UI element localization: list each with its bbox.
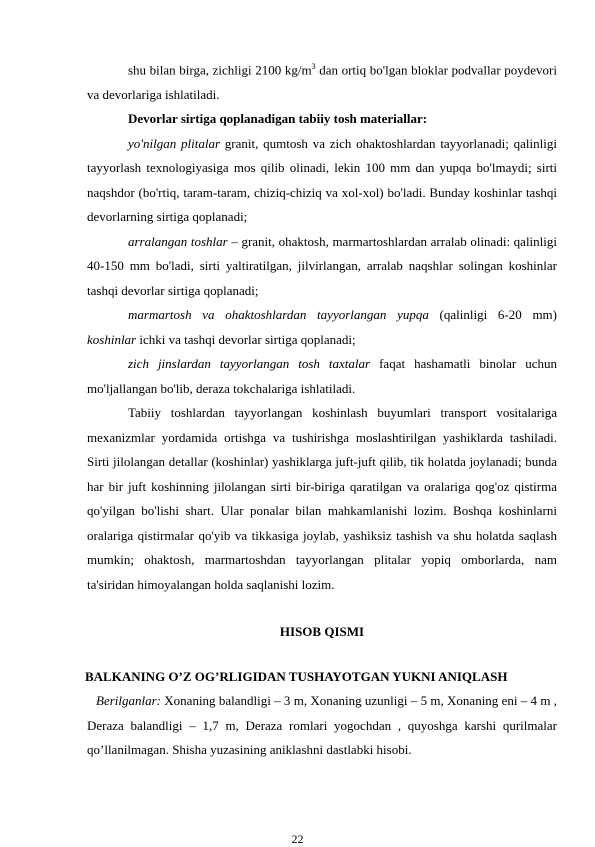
superscript: 3 <box>311 62 316 71</box>
term: Berilganlar: <box>96 693 161 709</box>
paragraph-taxtalar <box>87 352 557 401</box>
text: dan ortiq bo'lgan bloklar podvallar poydevori va devorlariga ishlatiladi. <box>87 62 557 102</box>
paragraph-arralangan <box>87 230 557 304</box>
text: – granit, ohaktosh, marmartoshlardan arralab olinadi: qalinligi 40-150 mm bo'ladi, sirti yaltiratilgan, jilvirlangan, arralab naqshlar solingan koshinlar tashqi devorlar sirtiga qoplanadi; <box>87 233 558 298</box>
text: granit, qumtosh va zich ohaktoshlardan tayyorlanadi; qalinligi tayyorlash texnologiyasiga mos qilib olinadi, lekin 100 mm dan yupqa bo'lmaydi; sirti naqshdor (bo'rtiq, taram-taram, chiziq-chiziq va xol-xol) bo'ladi. Bunday koshinlar tashqi devorlarning sirtiga qoplanadi; <box>87 135 557 225</box>
text: ichki va tashqi devorlar sirtiga qoplanadi; <box>136 331 356 347</box>
section-heading: Devorlar sirtiga qoplanadigan tabiiy tosh materiallar: <box>128 111 428 127</box>
paragraph-blocks <box>87 55 557 107</box>
paragraph-plitalar <box>87 132 557 230</box>
section-title-balka: BALKANING O’Z OG’RLIGIDAN TUSHAYOTGAN YUKNI ANIQLASH <box>85 668 508 684</box>
term: marmartosh va ohaktoshlardan tayyorlangan yupqa <box>128 307 429 323</box>
paragraph-berilganlar <box>87 689 557 763</box>
term: koshinlar <box>87 331 137 347</box>
term: zich jinslardan tayyorlangan tosh taxtalar <box>128 356 371 372</box>
section-title-hisob: HISOB QISMI <box>279 624 365 640</box>
paragraph-transport: Tabiiy toshlardan tayyorlangan koshinlash buyumlari transport vositalariga mexanizmlar yordamida ortishga va tushirishga moslashtirilgan yashiklarda tashiladi. Sirti jilolangan detallar (koshinlar) yashiklarga juft-juft qilib, tik holatda joylanadi; bunda har bir juft koshinning jilolangan sirti bir-biriga qaratilgan va oralariga qog'oz qistirma qo'yilgan bo'lishi shart. Ular ponalar bilan mahkamlanishi lozim. Boshqa koshinlarni oralariga qistirmalar qo'yib va tikkasiga joylab, yashiksiz tashish va shu holatda saqlash mumkin; ohaktosh, marmartoshdan tayyorlangan plitalar yopiq omborlarda, nam ta'siridan himoyalangan holda saqlanishi lozim. <box>87 405 557 592</box>
document-page <box>87 55 557 763</box>
term: yo'nilgan plitalar <box>128 135 221 151</box>
text: Xonaning balandligi – 3 m, Xonaning uzunligi – 5 m, Xonaning eni – 4 m , Deraza balandligi – 1,7 m, Deraza romlari yogochdan , quyoshga karshi qurilmalar qo’llanilmagan. Shisha yuzasining aniklashni dastlabki hisobi. <box>87 693 557 758</box>
page-number: 22 <box>291 832 304 846</box>
text: shu bilan birga, zichligi 2100 kg/m <box>128 62 312 78</box>
term: arralangan toshlar <box>128 233 228 249</box>
text: faqat hashamatli binolar uchun mo'ljallangan bo'lib, deraza tokchalariga ishlatiladi. <box>87 356 557 396</box>
text: (qalinligi 6-20 mm) <box>428 307 557 323</box>
paragraph-yupqa <box>87 303 557 352</box>
